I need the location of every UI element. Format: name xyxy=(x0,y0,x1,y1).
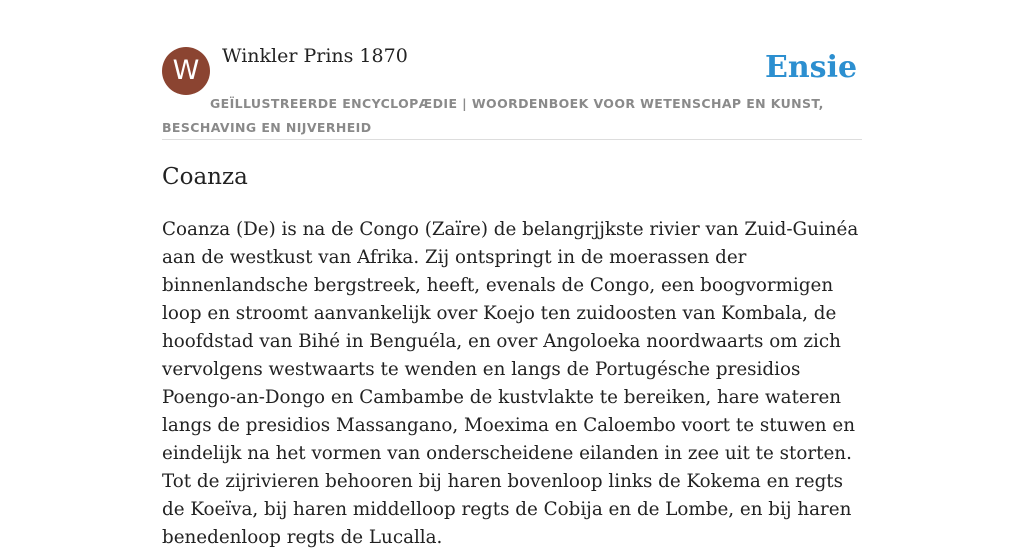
source-title-link[interactable]: Winkler Prins 1870 xyxy=(222,45,408,67)
avatar[interactable]: W xyxy=(162,47,210,95)
article-title: Coanza xyxy=(162,164,248,190)
article-body: Coanza (De) is na de Congo (Zaïre) de belangrjjkste rivier van Zuid-Guinéa aan de westkust van Afrika. Zij ontspringt in de moerassen der binnenlandsche bergstreek, heeft, evenals de Congo, een boogvormigen loop en stroomt aanvankelijk over Koejo ten zuidoosten van Kombala, de hoofdstad van Bihé in Benguéla, en over Angoloeka noordwaarts om zich vervolgens westwaarts te wenden en langs de Portugésche presidios Poengo-an-Dongo en Cambambe de kustvlakte te bereiken, hare wateren langs de presidios Massangano, Moexima en Caloembo voort te stuwen en eindelijk na het vormen van onderscheidene eilanden in zee uit te storten. Tot de zijrivieren behooren bij haren bovenloop links de Kokema en regts de Koeïva, bij haren middelloop regts de Cobija en de Lombe, en bij haren benedenloop regts de Lucalla. xyxy=(162,219,859,548)
header-divider xyxy=(162,139,862,140)
brand-logo-link[interactable]: Ensie xyxy=(765,50,858,85)
source-subtitle: GEÏLLUSTREERDE ENCYCLOPÆDIE | WOORDENBOEK VOOR WETENSCHAP EN KUNST, BESCHAVING EN NIJVERHEID xyxy=(162,96,824,135)
